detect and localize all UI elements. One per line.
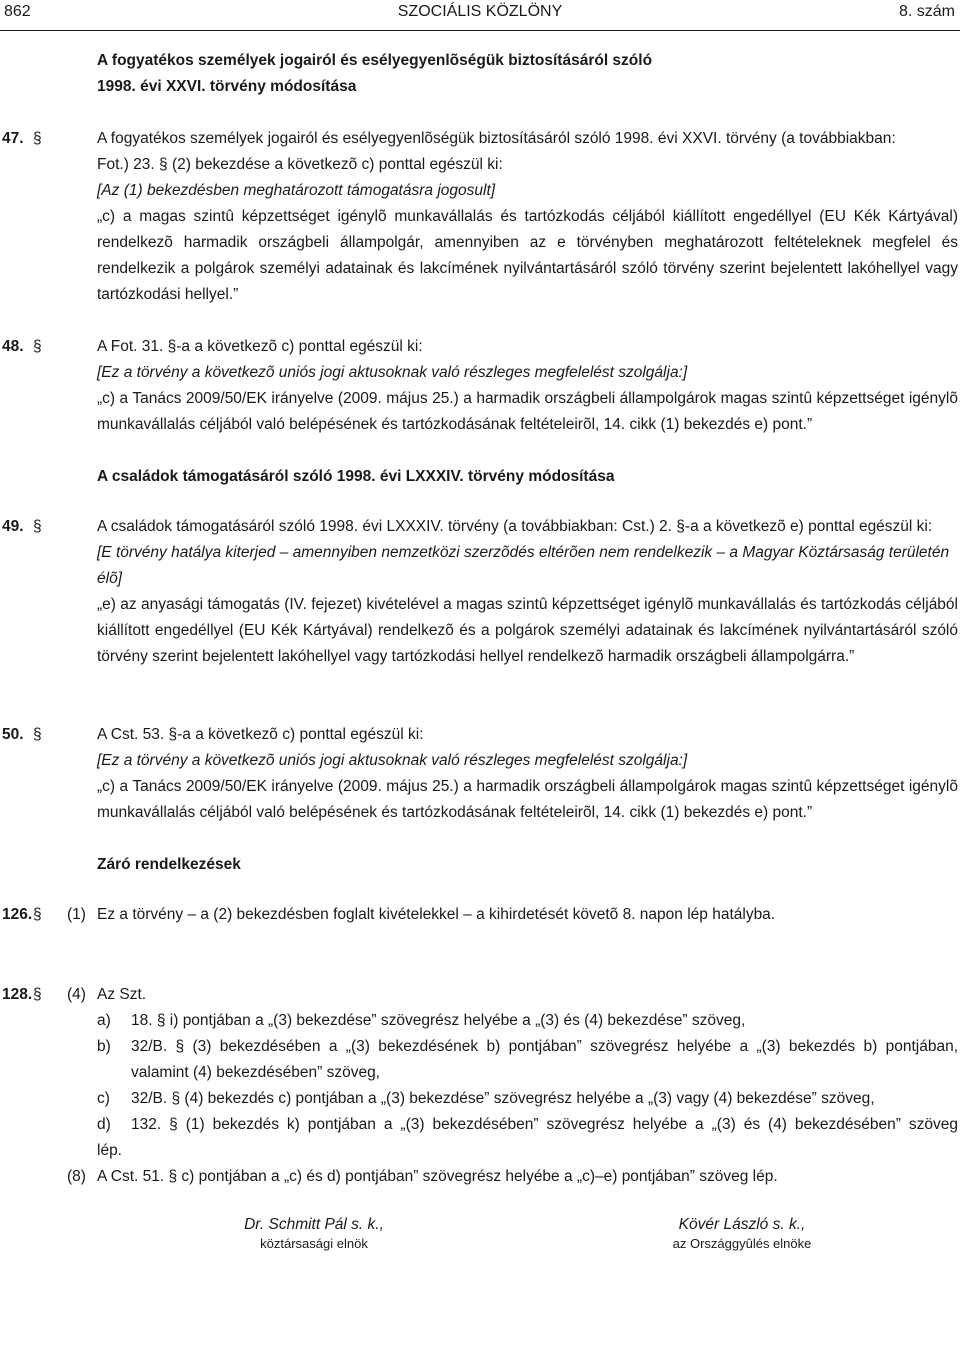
- journal-title: SZOCIÁLIS KÖZLÖNY: [397, 3, 563, 20]
- paragraph-128-8: A Cst. 51. § c) pontjában a „c) és d) pontjában” szövegrész helyébe a „c)–e) pontjában” szöveg lép.: [97, 1168, 778, 1185]
- amendment-text: „e) az anyasági támogatás (IV. fejezet) kivételével a magas szintû képzettséget igénylõ munkavállalás és tartózkodás céljából kiállított engedéllyel (EU Kék Kártyával) rendelkezõ és a polgárok személyi adatainak és lakcímének nyilvántartásáról szóló törvény szerint bejelentett lakóhellyel vagy tartózkodási hellyel rendelkezõ harmadik országbeli állampolgárra.”: [97, 596, 958, 665]
- paragraph-number: 126.: [2, 906, 33, 923]
- section-sign: §: [33, 518, 42, 535]
- item-text: 132. § (1) bekezdés k) pontjában a „(3) bekezdésében” szövegrész helyébe a „(3) és (4) bekezdésében” szöveg: [131, 1116, 958, 1133]
- section-title-fot: [97, 48, 958, 100]
- paragraph-128-intro: Az Szt.: [97, 986, 147, 1003]
- amendment-text: „c) a Tanács 2009/50/EK irányelve (2009. május 25.) a harmadik országbeli állampolgárok magas szintû képzettséget igénylõ munkavállalás céljából való belépésének és tartózkodásának feltételeirõl, 14. cikk (1) bekezdés e) pont.”: [97, 778, 958, 821]
- bracket-text: [E törvény hatálya kiterjed – amennyiben nemzetközi szerzõdés eltérõen nem rendelkezik – a Magyar Köztársaság területén élõ]: [97, 544, 950, 587]
- section-title-line: 1998. évi XXVI. törvény módosítása: [97, 78, 357, 95]
- signatory-title: az Országgyûlés elnöke: [672, 1236, 812, 1251]
- paragraph-48: [97, 334, 958, 438]
- paragraph-47: [97, 126, 958, 308]
- signatory-name: Dr. Schmitt Pál s. k.,: [244, 1216, 384, 1233]
- paragraph-line: A Fot. 31. §-a a következõ c) ponttal egészül ki:: [97, 338, 423, 355]
- paragraph-49: [97, 514, 958, 670]
- amendment-text: „c) a magas szintû képzettséget igénylõ munkavállalás és tartózkodás céljából kiállított engedéllyel (EU Kék Kártyával) rendelkezõ harmadik országbeli állampolgár, amennyiben az e törvényben meghatározott feltételeknek megfelel és rendelkezik a polgárok személyi adatainak és lakcímének nyilvántartásáról szóló törvény szerint bejelentett lakóhellyel vagy tartózkodási hellyel.”: [97, 208, 958, 303]
- section-sign: §: [33, 986, 42, 1003]
- paragraph-line: A családok támogatásáról szóló 1998. évi LXXXIV. törvény (a továbbiakban: Cst.) 2. §-a a következõ e) ponttal egészül ki:: [97, 518, 933, 535]
- bracket-text: [Az (1) bekezdésben meghatározott támogatásra jogosult]: [97, 182, 496, 199]
- issue-number: 8. szám: [898, 3, 955, 20]
- paragraph-line: A Cst. 53. §-a a következõ c) ponttal egészül ki:: [97, 726, 424, 743]
- signature-president: [214, 1216, 414, 1251]
- paragraph-line: Fot.) 23. § (2) bekezdése a következõ c) ponttal egészül ki:: [97, 156, 503, 173]
- section-sign: §: [33, 130, 42, 147]
- item-tail: lép.: [97, 1142, 122, 1159]
- item-label: d): [97, 1116, 111, 1133]
- paragraph-number: 49.: [2, 518, 24, 535]
- item-text: 32/B. § (3) bekezdésében a „(3) bekezdésének b) pontjában” szövegrész helyébe a „(3) bekezdés b) pontjában, valamint (4) bekezdésében” szöveg,: [131, 1038, 958, 1081]
- item-label: b): [97, 1038, 111, 1055]
- item-text: 18. § i) pontjában a „(3) bekezdése” szövegrész helyébe a „(3) és (4) bekezdése” szöveg,: [131, 1012, 746, 1029]
- page-header: [0, 3, 960, 25]
- paragraph-number: 48.: [2, 338, 24, 355]
- bracket-text: [Ez a törvény a következõ uniós jogi aktusoknak való részleges megfelelést szolgálja:]: [97, 752, 688, 769]
- subsection-number: (1): [67, 906, 86, 923]
- section-title-cst: A családok támogatásáról szóló 1998. évi LXXXIV. törvény módosítása: [97, 468, 615, 485]
- section-title-line: A fogyatékos személyek jogairól és esélyegyenlõségük biztosításáról szóló: [97, 52, 653, 69]
- section-title-closing: Záró rendelkezések: [97, 856, 241, 873]
- subsection-number: (8): [67, 1168, 86, 1185]
- page-number: 862: [4, 3, 31, 20]
- item-label: c): [97, 1090, 110, 1107]
- paragraph-126: Ez a törvény – a (2) bekezdésben foglalt kivételekkel – a kihirdetését követõ 8. napon lép hatályba.: [97, 906, 776, 923]
- section-sign: §: [33, 338, 42, 355]
- header-rule: [0, 30, 960, 31]
- subsection-number: (4): [67, 986, 86, 1003]
- item-text: 32/B. § (4) bekezdés c) pontjában a „(3) bekezdése” szövegrész helyébe a „(3) vagy (4) bekezdése” szöveg,: [131, 1090, 875, 1107]
- paragraph-number: 47.: [2, 130, 24, 147]
- paragraph-50: [97, 722, 958, 826]
- paragraph-line: A fogyatékos személyek jogairól és esélyegyenlõségük biztosításáról szóló 1998. évi XXVI. törvény (a továbbiakban:: [97, 130, 896, 147]
- item-label: a): [97, 1012, 111, 1029]
- amendment-text: „c) a Tanács 2009/50/EK irányelve (2009. május 25.) a harmadik országbeli állampolgárok magas szintû képzettséget igénylõ munkavállalás céljából való belépésének és tartózkodásának feltételeirõl, 14. cikk (1) bekezdés e) pont.”: [97, 390, 958, 433]
- paragraph-number: 50.: [2, 726, 24, 743]
- signatory-title: köztársasági elnök: [260, 1236, 368, 1251]
- signatory-name: Kövér László s. k.,: [678, 1216, 806, 1233]
- paragraph-number: 128.: [2, 986, 33, 1003]
- bracket-text: [Ez a törvény a következõ uniós jogi aktusoknak való részleges megfelelést szolgálja:]: [97, 364, 688, 381]
- section-sign: §: [33, 726, 42, 743]
- section-sign: §: [33, 906, 42, 923]
- signature-speaker: [642, 1216, 842, 1251]
